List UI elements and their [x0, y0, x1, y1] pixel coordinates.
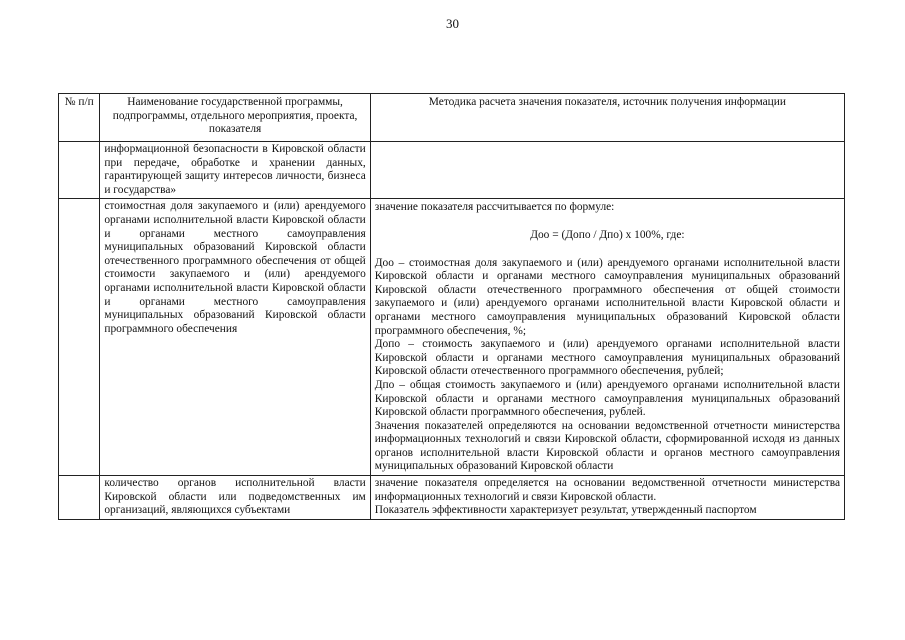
- formula: Доо = (Допо / Дпо) x 100%, где:: [530, 228, 685, 241]
- row-2-num: [59, 199, 100, 476]
- method-paragraph: Значения показателей определяются на основании ведомственной отчетности министерства информационных технологий и связи Кировской области, сформированной исходя из данных органов исполнительной власти Кировской области и органов местного самоуправления муниципальных образований Кировской области: [374, 419, 840, 473]
- row-3-name: количество органов исполнительной власти Кировской области или подведомственных им организаций, являющихся субъектами: [100, 476, 370, 520]
- table-row: [59, 476, 845, 520]
- row-1-num: [59, 142, 100, 199]
- method-paragraph: Дпо – общая стоимость закупаемого и (или) арендуемого органами исполнительной власти Кировской области и органами местного самоуправления муниципальных образований Кировской области программного обеспечения, рублей.: [374, 378, 840, 419]
- page-number: 30: [446, 16, 459, 31]
- header-num: № п/п: [59, 94, 100, 142]
- method-paragraph: Показатель эффективности характеризует результат, утвержденный паспортом: [374, 504, 757, 517]
- table-row: [59, 142, 845, 199]
- row-3-num: [59, 476, 100, 520]
- table-header-row: [59, 94, 845, 142]
- table-row: [59, 199, 845, 476]
- method-paragraph: Допо – стоимость закупаемого и (или) арендуемого органами исполнительной власти Кировской области и органами местного самоуправления муниципальных образований Кировской области отечественного программного обеспечения, рублей;: [374, 338, 840, 378]
- method-paragraph: Доо – стоимостная доля закупаемого и (или) арендуемого органами исполнительной власти Кировской области и органами местного самоуправления муниципальных образований Кировской области отечественного программного обеспечения от общей стоимости закупаемого и (или) арендуемого органами исполнительной власти Кировской области и органами местного самоуправления муниципальных образований Кировской области программного обеспечения, %;: [374, 256, 840, 337]
- row-2-name: стоимостная доля закупаемого и (или) арендуемого органами исполнительной власти Кировской области и органами местного самоуправления муниципальных образований Кировской области отечественного программного обеспечения от общей стоимости закупаемого и (или) арендуемого органами исполнительной власти Кировской области и органами местного самоуправления муниципальных образований Кировской области программного обеспечения: [100, 199, 370, 476]
- indicator-table: [58, 93, 845, 520]
- row-1-name: информационной безопасности в Кировской области при передаче, обработке и хранении данных, гарантирующей защиту интересов личности, бизнеса и государства»: [100, 142, 370, 199]
- header-method: Методика расчета значения показателя, источник получения информации: [370, 94, 844, 142]
- header-name: Наименование государственной программы, подпрограммы, отдельного мероприятия, проекта, показателя: [100, 94, 370, 142]
- row-2-method: [370, 199, 844, 476]
- row-1-method: [370, 142, 844, 199]
- method-paragraph: значение показателя определяется на основании ведомственной отчетности министерства информационных технологий и связи Кировской области.: [374, 477, 840, 503]
- row-3-method: [370, 476, 844, 520]
- method-intro: значение показателя рассчитывается по формуле:: [374, 201, 615, 214]
